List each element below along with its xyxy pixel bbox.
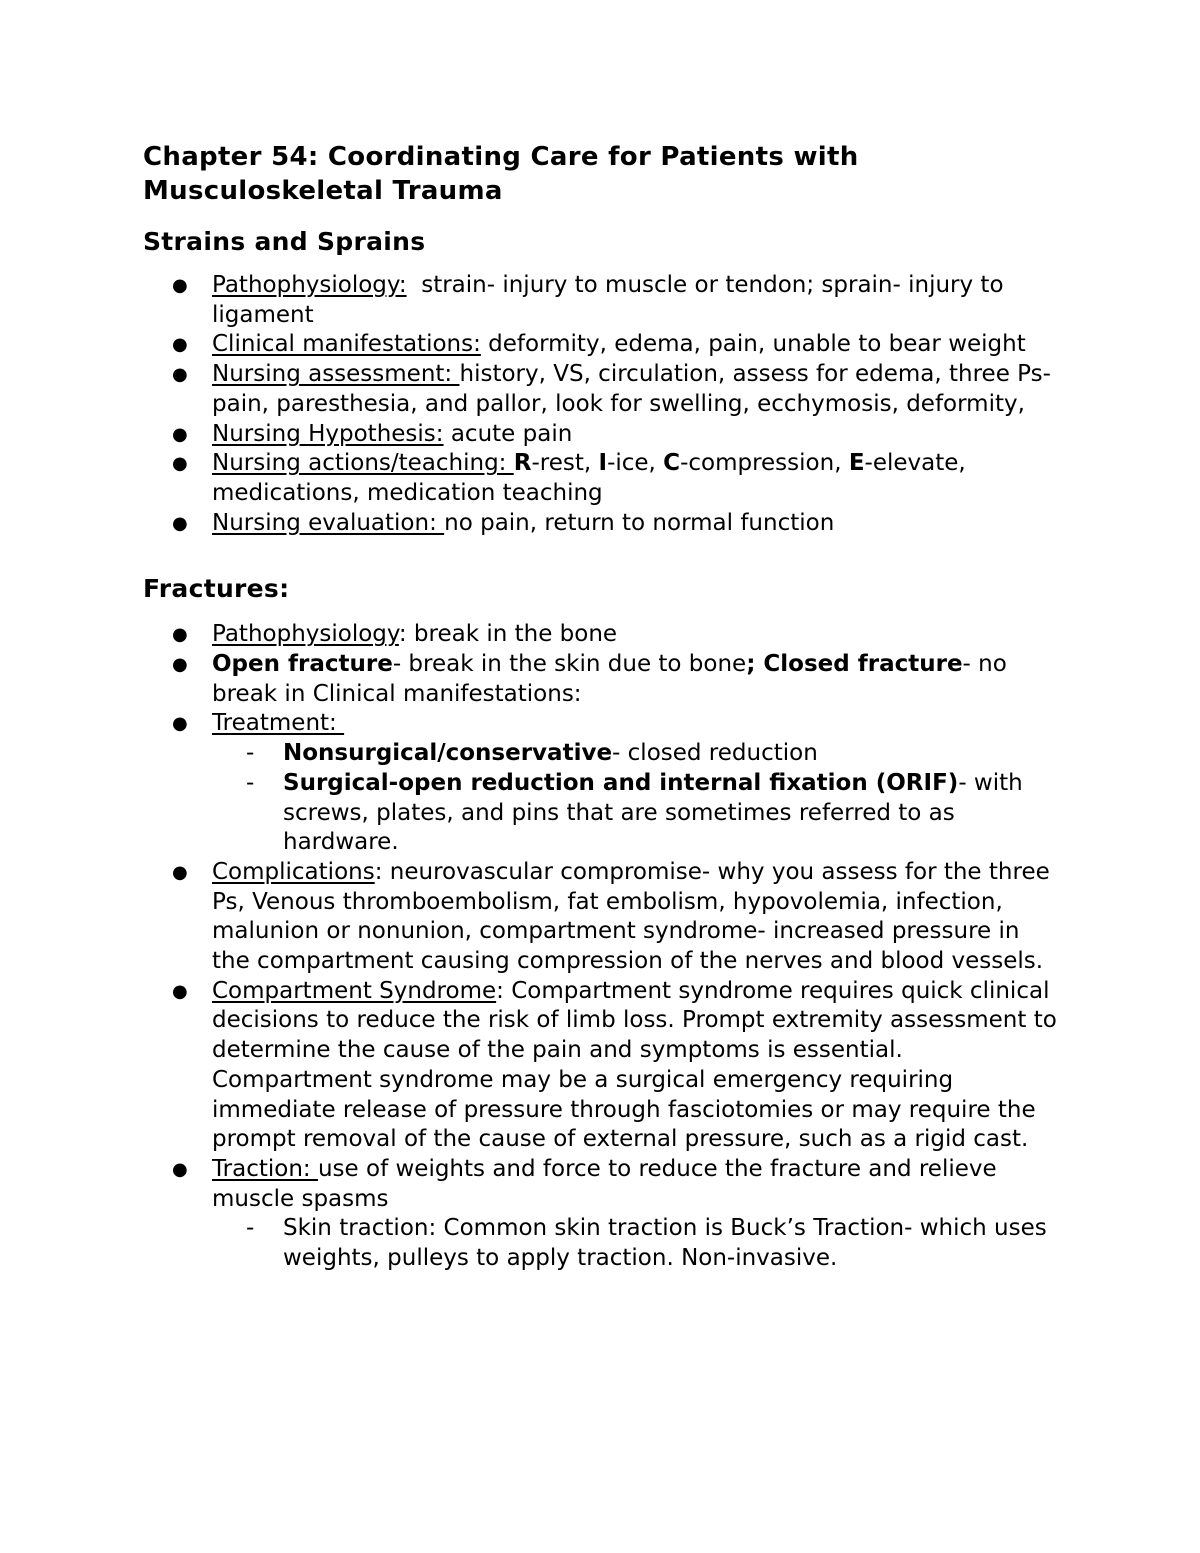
bullet-icon: ● (172, 654, 188, 676)
item-text: history, VS, circulation, assess for edema, three Ps- pain, paresthesia, and pallor, look for swelling, ecchymosis, deformity, (212, 361, 1051, 417)
item-text: : Compartment syndrome requires quick clinical decisions to reduce the risk of limb loss. Prompt extremity assessment to determine the cause of the pain and symptoms is essential. Compartment syndrome may be a surgical emergency requiring immediate release of pressure through fasciotomies or may require the prompt removal of the cause of external pressure, such as a rigid cast. (212, 977, 1057, 1153)
sub-item-text: - with screws, plates, and pins that are sometimes referred to as hardware. (283, 769, 1023, 856)
bullet-icon: ● (172, 453, 188, 475)
section-heading-fractures: Fractures: (143, 574, 290, 604)
treatment-sublist (143, 739, 1063, 858)
item-label: Nursing assessment: (212, 361, 460, 388)
item-label: Complications (212, 858, 375, 885)
item-text: : break in the bone (398, 621, 618, 648)
section-heading-strains: Strains and Sprains (143, 227, 426, 256)
list-item (143, 977, 1063, 1155)
open-fracture-term: Open fracture (212, 651, 393, 678)
bullet-icon: ● (172, 713, 188, 735)
item-text: strain- injury to muscle or tendon; sprain- injury to ligament (212, 272, 1011, 328)
item-label: Pathophysiology (212, 621, 399, 648)
item-label: Nursing evaluation: (212, 509, 445, 536)
bullet-icon: ● (172, 423, 188, 445)
item-text: - break in the skin due to bone (392, 651, 747, 678)
sub-item-text: - closed reduction (612, 740, 818, 767)
rice-e: E (848, 450, 865, 477)
bullet-icon: ● (172, 512, 188, 534)
list-item (143, 330, 1063, 360)
chapter-title-line-1: Chapter 54: Coordinating Care for Patients with (143, 142, 859, 172)
bullet-icon: ● (172, 980, 188, 1002)
rice-i: I (598, 450, 608, 477)
sub-list-item (143, 1214, 1063, 1273)
item-text: no pain, return to normal function (444, 509, 835, 536)
item-text: : neurovascular compromise- why you assess for the three Ps, Venous thromboembolism, fat embolism, hypovolemia, infection, malunion or nonunion, compartment syndrome- increased pressure in the compartment causing compression of the nerves and blood vessels. (212, 858, 1050, 975)
item-text: deformity, edema, pain, unable to bear weight (480, 331, 1026, 358)
item-label: Compartment Syndrome (212, 977, 497, 1004)
item-text: -elevate, medications, medication teaching (212, 450, 966, 506)
item-text: -ice, (607, 450, 664, 477)
item-text: - no break in Clinical manifestations: (212, 651, 1007, 707)
sub-item-text: Skin traction: Common skin traction is Buck’s Traction- which uses weights, pulleys to apply traction. Non-invasive. (283, 1215, 1047, 1272)
list-item (143, 449, 1063, 508)
item-label: Pathophysiology: (212, 272, 407, 298)
rice-c: C (663, 450, 681, 477)
list-item (143, 420, 1063, 450)
list-item (143, 1155, 1063, 1274)
rice-r: R (513, 450, 532, 477)
chapter-title-line-2: Musculoskeletal Trauma (143, 176, 503, 206)
sub-item-term: Surgical-open reduction and internal fixation (ORIF) (283, 769, 959, 796)
dash-marker: - (246, 769, 255, 796)
traction-sublist (143, 1214, 1063, 1273)
strains-list (143, 271, 1063, 538)
item-text: use of weights and force to reduce the fracture and relieve muscle spasms (212, 1155, 997, 1212)
list-item (143, 271, 1063, 330)
sub-list-item (143, 769, 1063, 858)
item-text: -rest, (531, 450, 599, 477)
list-item (143, 858, 1063, 977)
bullet-icon: ● (172, 624, 188, 646)
sub-item-term: Nonsurgical/conservative (283, 740, 613, 767)
item-label: Treatment: (212, 710, 345, 737)
bullet-icon: ● (172, 364, 188, 386)
bullet-icon: ● (172, 275, 188, 296)
bullet-icon: ● (172, 1158, 188, 1180)
item-label: Nursing actions/teaching: (212, 450, 514, 477)
bullet-icon: ● (172, 334, 188, 356)
dash-marker: - (246, 740, 255, 767)
sub-list-item (143, 739, 1063, 769)
closed-fracture-term: ; Closed fracture (746, 651, 963, 678)
list-item (143, 650, 1063, 709)
document-body (143, 140, 1063, 1274)
item-text: acute pain (443, 420, 573, 447)
list-item (143, 620, 1063, 650)
item-label: Traction: (212, 1155, 318, 1182)
list-item (143, 360, 1063, 419)
item-text: -compression, (680, 450, 849, 477)
bullet-icon: ● (172, 861, 188, 883)
fractures-list (143, 620, 1063, 1273)
list-item (143, 709, 1063, 858)
list-item (143, 509, 1063, 539)
item-label: Clinical manifestations: (212, 331, 481, 358)
chapter-title (143, 140, 1063, 208)
dash-marker: - (246, 1215, 255, 1242)
item-label: Nursing Hypothesis: (212, 420, 444, 447)
